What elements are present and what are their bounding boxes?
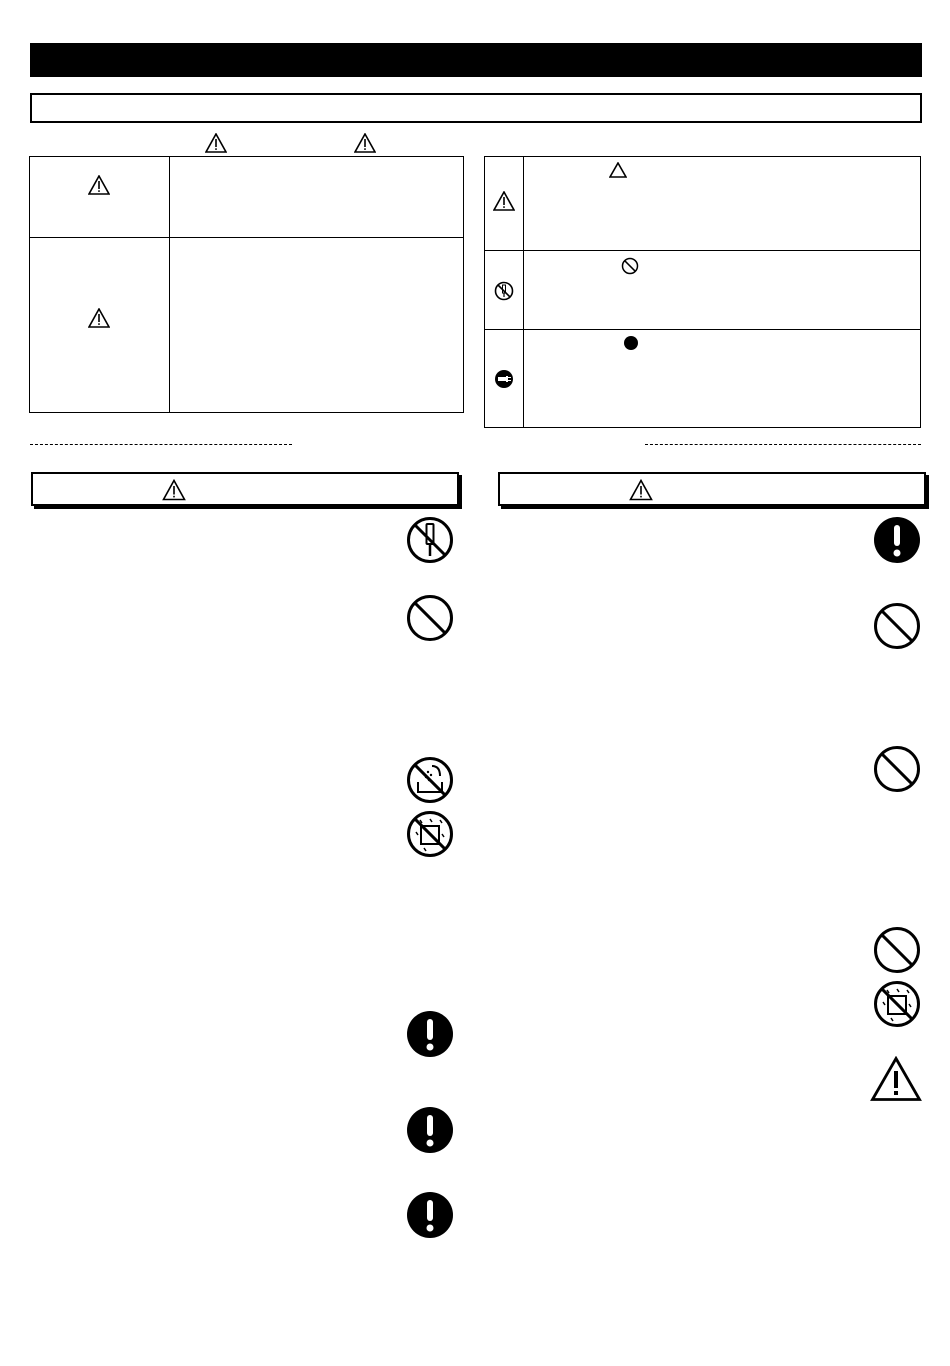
dashed-divider bbox=[645, 444, 921, 445]
prohibited-symbol-icon bbox=[621, 257, 639, 275]
table-row-caution-label bbox=[30, 238, 169, 412]
mandatory-symbol-icon bbox=[623, 335, 639, 351]
no-disassemble-icon bbox=[406, 516, 454, 564]
no-wet-icon bbox=[873, 980, 921, 1028]
intro-line bbox=[30, 132, 470, 156]
triangle-symbol-icon bbox=[609, 162, 627, 178]
caution-triangle-icon bbox=[88, 308, 110, 328]
caution-triangle-icon bbox=[870, 1056, 922, 1102]
table-divider bbox=[169, 157, 170, 412]
caution-triangle-icon bbox=[354, 133, 376, 153]
unplug-icon bbox=[494, 369, 514, 389]
warning-triangle-icon bbox=[205, 133, 227, 153]
mandatory-action-icon bbox=[406, 1106, 454, 1154]
caution-section-header bbox=[498, 472, 926, 506]
no-disassemble-icon bbox=[494, 281, 514, 301]
right-symbol-table bbox=[484, 156, 921, 428]
table-row-warning-label bbox=[30, 157, 169, 237]
warning-triangle-icon bbox=[493, 191, 515, 211]
no-bath-icon bbox=[406, 756, 454, 804]
caution-triangle-icon bbox=[629, 479, 653, 501]
warning-triangle-icon bbox=[88, 175, 110, 195]
page-title-bar bbox=[30, 43, 922, 77]
mandatory-action-icon bbox=[873, 516, 921, 564]
left-explanation-table bbox=[29, 156, 464, 413]
table-divider bbox=[485, 329, 920, 330]
prohibited-icon bbox=[873, 926, 921, 974]
prohibited-icon bbox=[873, 745, 921, 793]
subtitle-box bbox=[30, 93, 922, 123]
prohibited-icon bbox=[406, 594, 454, 642]
table-divider bbox=[485, 250, 920, 251]
mandatory-action-icon bbox=[406, 1191, 454, 1239]
warning-section-header bbox=[31, 472, 459, 506]
table-divider bbox=[523, 157, 524, 427]
dashed-divider bbox=[30, 444, 292, 445]
no-wet-icon bbox=[406, 810, 454, 858]
warning-triangle-icon bbox=[162, 479, 186, 501]
prohibited-icon bbox=[873, 602, 921, 650]
mandatory-action-icon bbox=[406, 1010, 454, 1058]
